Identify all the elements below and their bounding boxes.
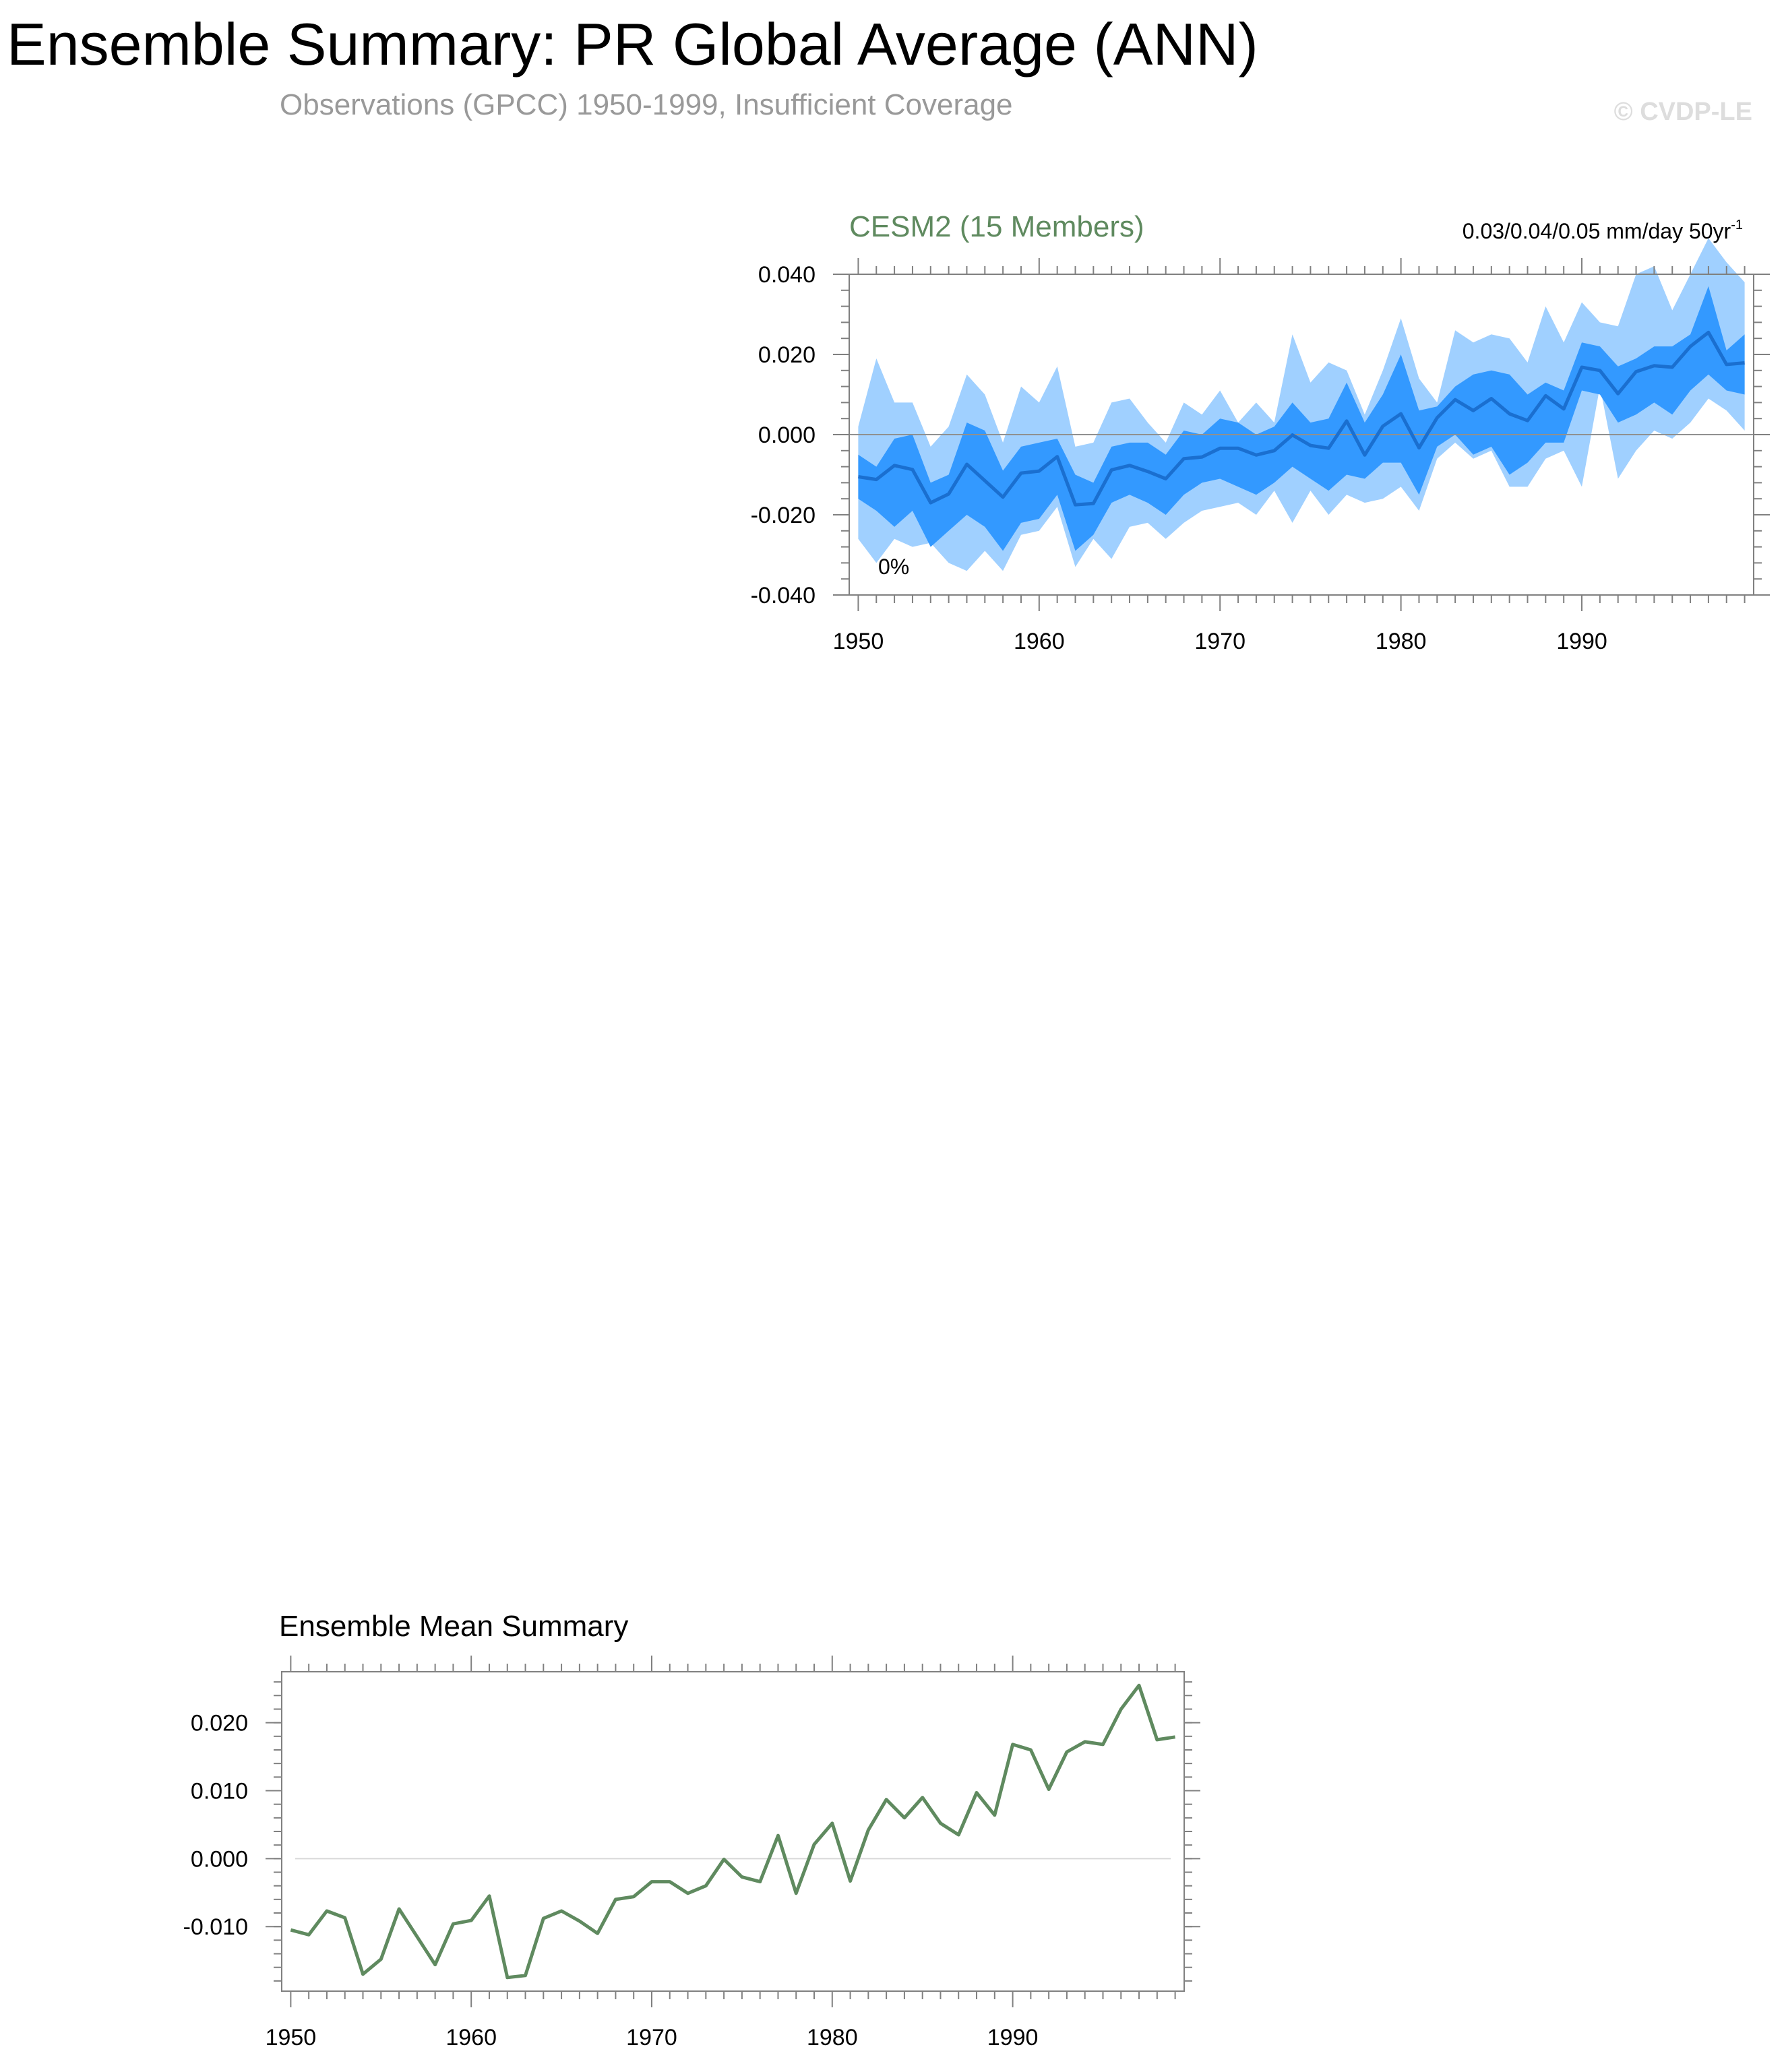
trend-label-text: 0.03/0.04/0.05 mm/day 50yr — [1462, 219, 1731, 243]
summary-plot-area — [183, 1656, 1200, 2050]
x-tick-label: 1960 — [445, 2025, 497, 2050]
x-tick-label: 1950 — [265, 2025, 317, 2050]
x-tick-label: 1980 — [806, 2025, 858, 2050]
x-tick-label: 1990 — [1556, 629, 1607, 654]
x-tick-label: 1950 — [832, 629, 884, 654]
trend-label-superscript: -1 — [1731, 218, 1743, 232]
x-tick-label: 1990 — [987, 2025, 1039, 2050]
y-tick-label: 0.020 — [190, 1710, 248, 1736]
ensemble-plot-area — [751, 239, 1770, 655]
plot-frame — [282, 1672, 1184, 1991]
summary-panel-title: Ensemble Mean Summary — [279, 1610, 629, 1643]
y-tick-label: 0.020 — [758, 342, 816, 368]
ensemble-mean-summary-line — [290, 1685, 1175, 1978]
y-tick-label: 0.010 — [190, 1778, 248, 1804]
coverage-annotation: 0% — [878, 555, 910, 579]
y-tick-label: 0.040 — [758, 262, 816, 288]
x-tick-label: 1970 — [1194, 629, 1246, 654]
summary-panel — [183, 1610, 1200, 2050]
y-tick-label: -0.020 — [750, 503, 816, 528]
trend-label — [1463, 218, 1743, 243]
page-subtitle: Observations (GPCC) 1950-1999, Insufficient Coverage — [280, 88, 1013, 121]
y-tick-label: 0.000 — [190, 1846, 248, 1873]
y-tick-label: -0.010 — [183, 1914, 248, 1941]
x-tick-label: 1960 — [1013, 629, 1065, 654]
page-title: Ensemble Summary: PR Global Average (ANN) — [7, 11, 1258, 77]
y-tick-label: 0.000 — [758, 422, 816, 448]
ensemble-panel — [751, 210, 1770, 654]
copyright-watermark: © CVDP-LE — [1613, 98, 1752, 126]
x-tick-label: 1970 — [626, 2025, 677, 2050]
x-tick-label: 1980 — [1375, 629, 1427, 654]
panel-title: CESM2 (15 Members) — [849, 210, 1144, 243]
y-tick-label: -0.040 — [750, 583, 816, 608]
